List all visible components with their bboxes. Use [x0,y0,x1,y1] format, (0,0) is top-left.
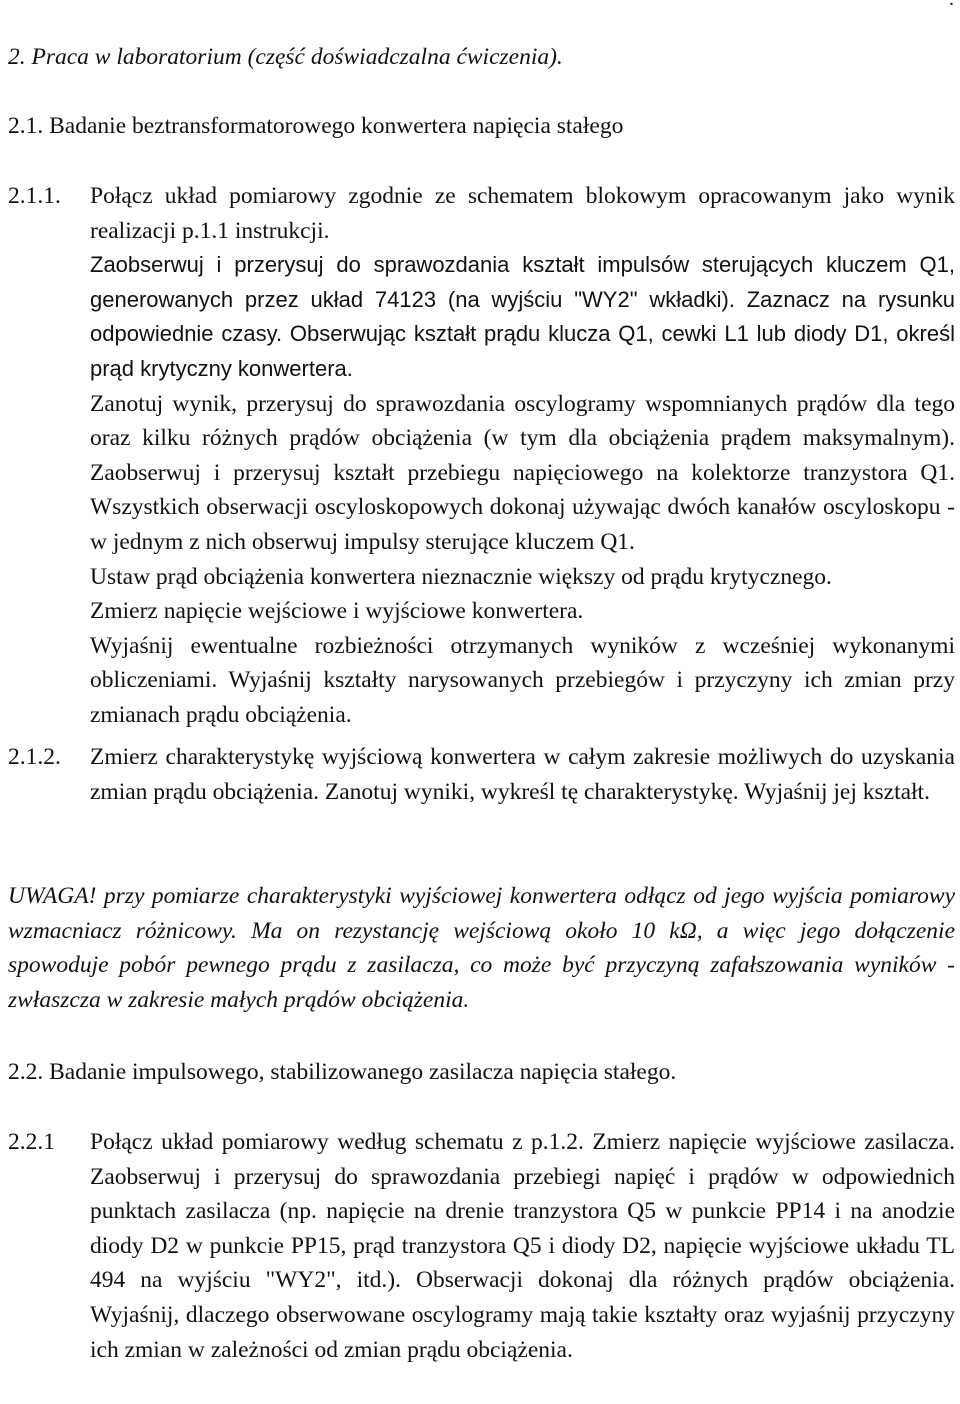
corner-mark [949,0,954,17]
warning-label: UWAGA! [8,883,97,909]
warning-text: przy pomiarze charakterystyki wyjściowej konwertera odłącz od jego wyjścia pomiarowy wzmacniacz różnicowy. Ma on rezystancję wejściową około 10 kΩ, a więc jego dołączenie spowoduje pobór pewnego prądu z zasilacza, co może być przyczyną zafałszowania wyników - zwłaszcza w zakresie małych prądów obciążenia. [8,883,955,1013]
section-2-1-2-body: Zmierz charakterystykę wyjściową konwertera w całym zakresie możliwych do uzyskania zmian prądu obciążenia. Zanotuj wyniki, wykreśl tę charakterystykę. Wyjaśnij jej kształt. [90,744,955,805]
section-2-1-heading: 2.1. Badanie beztransformatorowego konwertera napięcia stałego [8,113,624,139]
section-2-2-1-number: 2.2.1 [8,1129,55,1155]
section-2-2-1-body: Połącz układ pomiarowy według schematu z p.1.2. Zmierz napięcie wyjściowe zasilacza. Zaobserwuj i przerysuj do sprawozdania przebiegi napięć i prądów w odpowiednich punktach zasilacza (np. napięcie na drenie tranzystora Q5 w punkcie PP14 i na anodzie diody D2 w punkcie PP15, prąd tranzystora Q5 i diody D2, napięcie wyjściowe układu TL 494 na wyjściu "WY2", itd.). Obserwacji dokonaj dla różnych prądów obciążenia. Wyjaśnij, dlaczego obserwowane oscylogramy mają takie kształty oraz wyjaśnij przyczyny ich zmian w zależności od zmian prądu obciążenia. [90,1129,955,1363]
section-2-1-1-body [90,179,955,733]
section-2-1-1-number: 2.1.1. [8,183,61,209]
section-2-2-heading: 2.2. Badanie impulsowego, stabilizowanego zasilacza napięcia stałego. [8,1059,677,1085]
paragraph-set-current: Ustaw prąd obciążenia konwertera nieznacznie większy od prądu krytycznego. [90,563,832,590]
paragraph-explain: Wyjaśnij ewentualne rozbieżności otrzymanych wyników z wcześniej wykonanymi obliczeniami. Wyjaśnij kształty narysowanych przebiegów i przyczyny ich zmian przy zmianach prądu obciążenia. [90,632,955,728]
warning-note [8,879,955,1017]
paragraph-measure-voltage: Zmierz napięcie wejściowe i wyjściowe konwertera. [90,598,584,625]
paragraph-connect: Połącz układ pomiarowy zgodnie ze schematem blokowym opracowanym jako wynik realizacji p.1.1 instrukcji. [90,183,955,244]
section-2-1-2-number: 2.1.2. [8,744,61,770]
section-2-title: 2. Praca w laboratorium (część doświadczalna ćwiczenia). [8,44,563,70]
paragraph-record-oscillograms: Zanotuj wynik, przerysuj do sprawozdania oscylogramy wspomnianych prądów dla tego oraz kilku różnych prądów obciążenia (w tym dla obciążenia prądem maksymalnym). Zaobserwuj i przerysuj kształt przebiegu napięciowego na kolektorze tranzystora Q1. Wszystkich obserwacji oscyloskopowych dokonaj używając dwóch kanałów oscyloskopu - w jednym z nich obserwuj impulsy sterujące kluczem Q1. [90,390,955,555]
paragraph-observe-pulses: Zaobserwuj i przerysuj do sprawozdania kształt impulsów sterujących kluczem Q1, generowanych przez układ 74123 (na wyjściu "WY2" wkładki). Zaznacz na rysunku odpowiednie czasy. Obserwując kształt prądu klucza Q1, cewki L1 lub diody D1, określ prąd krytyczny konwertera. [90,252,955,381]
